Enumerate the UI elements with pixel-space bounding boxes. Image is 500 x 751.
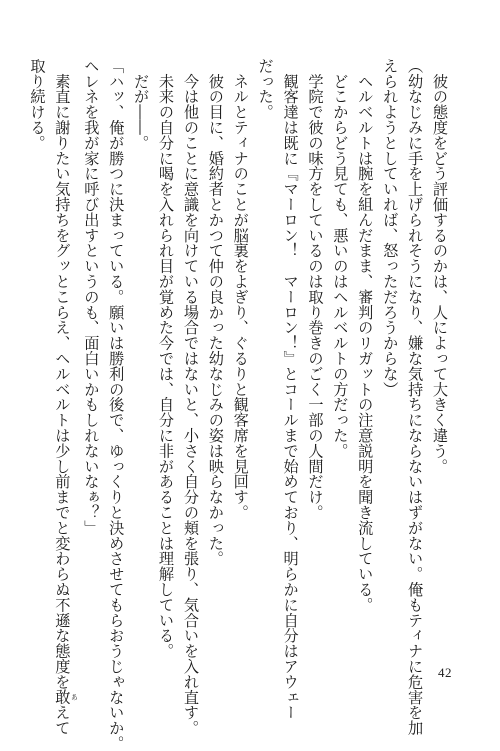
text-line: 学院で彼の味方をしているのは取り巻きのごく一部の人間だけ。 (306, 58, 325, 520)
text-line: 取り続ける。 (28, 58, 47, 151)
page-number: 42 (438, 665, 452, 680)
text-line: ヘルベルトは腕を組んだまま、審判のリガットの注意説明を聞き流している。 (356, 58, 375, 613)
text-line: （幼なじみに手を上げられそうになり、嫌な気持ちにならないはずがない。俺もティナに危害を加 (406, 58, 425, 736)
text-line: 「ハッ、俺が勝つに決まっている。願いは勝利の後で、ゆっくりと決めさせてもらおうじゃないか。 (107, 58, 126, 751)
text-line: ヘレネを我が家に呼び出すというのも、面白いかもしれないなぁ？」 (82, 58, 101, 536)
text-line: 彼の目に、婚約者とかつて仲の良かった幼なじみの姿は映らなかった。 (206, 58, 225, 567)
text-line: どこからどう見ても、悪いのはヘルベルトの方だった。 (331, 58, 350, 459)
ruby-annotation: 敢 あ (53, 689, 79, 705)
text-line-with-ruby: 素直に謝りたい気持ちをグッとこらえ、ヘルベルトは少し前までと変わらぬ不遜な態度を敢 あえて (53, 58, 79, 736)
text-line: 観客達は既に『マーロン！ マーロン！』とコールまで始めており、明らかに自分はアウェー (281, 58, 300, 721)
text-line: 未来の自分に喝を入れられ目が覚めた今では、自分に非があることは理解している。 (157, 58, 176, 659)
text-line: 彼の態度をどう評価するのかは、人によって大きく違う。 (431, 58, 449, 474)
ruby-reading: あ (70, 689, 79, 705)
text-line: ネルとティナのことが脳裏をよぎり、ぐるりと観客席を見回す。 (231, 58, 250, 520)
text-line: 今は他のことに意識を向けている場合ではないと、小さく自分の頬を張り、気合いを入れ直す。 (181, 58, 200, 736)
text-line: えられようとしていれば、怒っただろうからな） (381, 58, 400, 397)
text-line: だった。 (256, 58, 275, 120)
text-line: だが――。 (132, 58, 151, 151)
